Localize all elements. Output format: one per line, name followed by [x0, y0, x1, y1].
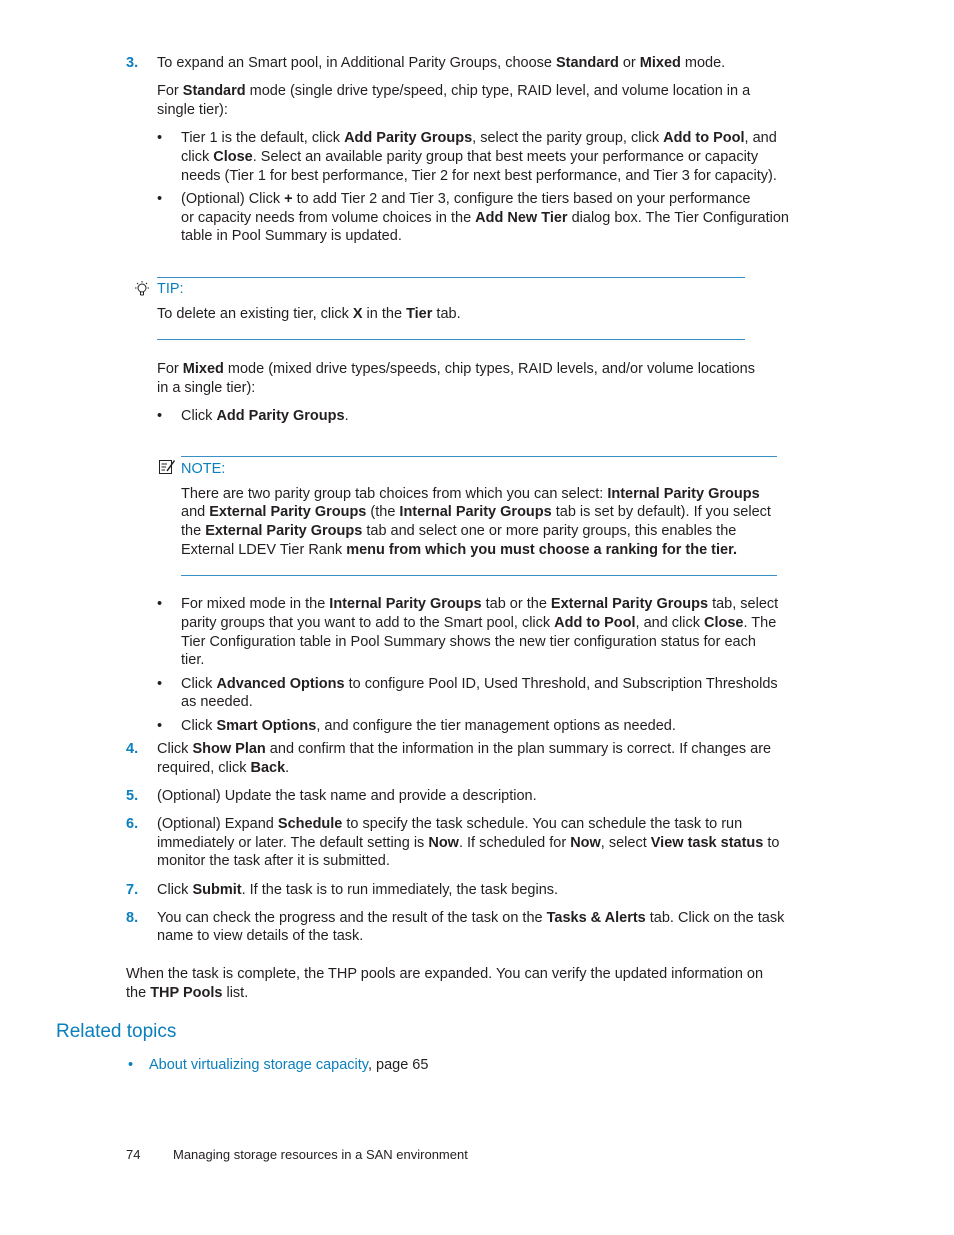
text-run: Click — [157, 882, 193, 898]
bold-term: Tasks & Alerts — [546, 910, 646, 926]
step-text — [157, 852, 807, 871]
related-topic-page: , page 65 — [367, 1057, 429, 1073]
text-run: dialog box. The Tier Configuration — [567, 210, 789, 226]
text-run: mode (mixed drive types/speeds, chip types, RAID levels, and/or volume locations — [223, 361, 755, 377]
step-text — [157, 815, 807, 834]
bold-term: External Parity Groups — [550, 596, 709, 612]
tip-bottom-rule — [157, 339, 745, 340]
text-run: (the — [366, 504, 400, 520]
bold-term: Schedule — [277, 816, 343, 832]
text-run: Tier Configuration table in Pool Summary shows the new tier configuration status for each — [181, 634, 756, 650]
text-run: in the — [362, 306, 407, 322]
tip-top-rule — [157, 277, 745, 278]
text-run: There are two parity group tab choices from which you can select: — [181, 486, 608, 502]
bold-term: Back — [250, 760, 286, 776]
text-run: mode (single drive type/speed, chip type, RAID level, and volume location in a — [245, 83, 751, 99]
text-run: to — [763, 835, 780, 851]
list-item-text — [181, 614, 806, 633]
text-run: To expand an Smart pool, in Additional Parity Groups, choose — [157, 55, 556, 71]
bold-term: Internal Parity Groups — [399, 504, 552, 520]
text-run: or — [618, 55, 640, 71]
step-number: 7. — [126, 882, 139, 898]
bold-term: Show Plan — [192, 741, 266, 757]
text-run: . — [285, 760, 290, 776]
bold-term: Add Parity Groups — [216, 408, 345, 424]
text-run: the — [126, 985, 151, 1001]
step-number: 3. — [126, 55, 139, 71]
paragraph: single tier): — [157, 102, 228, 118]
bold-term: Standard — [182, 83, 246, 99]
text-run: list. — [222, 985, 249, 1001]
bold-term: Mixed — [182, 361, 224, 377]
lightbulb-icon — [133, 280, 151, 298]
text-run: , and — [744, 130, 777, 146]
note-text — [181, 485, 781, 504]
closing-paragraph: When the task is complete, the THP pools are expanded. You can verify the updated information on — [126, 966, 764, 982]
bold-term: Advanced Options — [216, 676, 345, 692]
step-number: 8. — [126, 910, 139, 926]
paragraph: in a single tier): — [157, 380, 256, 396]
bold-term: Close — [213, 149, 253, 165]
list-item-text — [181, 148, 806, 167]
text-run: immediately or later. The default setting is — [157, 835, 429, 851]
list-item-text: needs (Tier 1 for best performance, Tier 2 for next best performance, and Tier 3 for capacity). — [181, 168, 777, 184]
note-text — [181, 541, 781, 560]
list-item-text — [181, 651, 806, 670]
text-run: tier. — [181, 652, 205, 668]
bullet-icon: • — [128, 1057, 134, 1073]
list-item-text — [181, 129, 806, 148]
list-item-text — [181, 693, 806, 712]
text-run: For mixed mode in the — [181, 596, 330, 612]
step-text — [157, 909, 807, 928]
note-icon — [158, 458, 176, 476]
bold-term: External Parity Groups — [205, 523, 363, 539]
text-run: and — [181, 504, 210, 520]
text-run: To delete an existing tier, click — [157, 306, 353, 322]
list-item-text — [181, 633, 806, 652]
related-topic-item — [149, 1056, 428, 1075]
text-run: Click — [181, 718, 217, 734]
note-top-rule — [181, 456, 777, 457]
list-item-text — [181, 595, 806, 614]
step-text — [157, 54, 807, 73]
text-run: For — [157, 361, 183, 377]
bold-term: Add New Tier — [475, 210, 568, 226]
text-run: (Optional) Click — [181, 191, 285, 207]
step-text — [157, 834, 807, 853]
text-run: click — [181, 149, 214, 165]
text-run: the — [181, 523, 206, 539]
list-item-text — [181, 209, 806, 228]
text-run: . Select an available parity group that best meets your performance or capacity — [252, 149, 759, 165]
bold-term: Tier — [406, 306, 433, 322]
bold-term: Add to Pool — [663, 130, 745, 146]
tip-label: TIP: — [157, 281, 184, 297]
text-run: mode. — [680, 55, 726, 71]
bold-term: Now — [570, 835, 601, 851]
list-item-text — [181, 407, 806, 426]
text-run: (Optional) Expand — [157, 816, 278, 832]
bold-term: Add Parity Groups — [344, 130, 473, 146]
paragraph — [157, 82, 807, 101]
bullet-icon: • — [157, 596, 163, 612]
text-run: and confirm that the information in the plan summary is correct. If changes are — [265, 741, 772, 757]
text-run: tab is set by default). If you select — [551, 504, 771, 520]
step-number: 6. — [126, 816, 139, 832]
text-run: , select — [600, 835, 651, 851]
bold-term: Internal Parity Groups — [329, 596, 482, 612]
text-run: Click — [157, 741, 193, 757]
text-run: to configure Pool ID, Used Threshold, and Subscription Thresholds — [344, 676, 778, 692]
bold-term: menu from which you must choose a ranking for the tier. — [342, 542, 737, 558]
bold-term: Add to Pool — [554, 615, 636, 631]
step-text — [157, 740, 807, 759]
text-run: . — [344, 408, 349, 424]
note-text — [181, 522, 781, 541]
note-text — [181, 503, 781, 522]
bold-term: Mixed — [639, 55, 681, 71]
text-run: . If the task is to run immediately, the task begins. — [241, 882, 559, 898]
bold-term: Standard — [555, 55, 619, 71]
bold-term: Internal Parity Groups — [607, 486, 760, 502]
bold-term: X — [352, 306, 363, 322]
step-text — [157, 881, 807, 900]
related-topic-link[interactable]: About virtualizing storage capacity — [149, 1057, 368, 1073]
text-run: , select the parity group, click — [472, 130, 664, 146]
text-run: . The — [743, 615, 777, 631]
page-number: 74 — [126, 1147, 141, 1162]
step-number: 5. — [126, 788, 139, 804]
text-run: tab. — [432, 306, 461, 322]
tip-text — [157, 305, 757, 324]
text-run: or capacity needs from volume choices in the — [181, 210, 476, 226]
step-text — [157, 759, 807, 778]
text-run: required, click — [157, 760, 251, 776]
bold-term: THP Pools — [150, 985, 223, 1001]
note-bottom-rule — [181, 575, 777, 576]
text-run: monitor the task after it is submitted. — [157, 853, 390, 869]
note-label: NOTE: — [181, 461, 226, 477]
text-run: (Optional) Update the task name and provide a description. — [157, 788, 537, 804]
text-run: tab and select one or more parity groups, this enables the — [362, 523, 737, 539]
text-run: . If scheduled for — [458, 835, 571, 851]
bullet-icon: • — [157, 191, 163, 207]
bullet-icon: • — [157, 718, 163, 734]
text-run: Click — [181, 408, 217, 424]
text-run: to specify the task schedule. You can schedule the task to run — [342, 816, 743, 832]
closing-paragraph — [126, 984, 816, 1003]
step-text — [157, 787, 807, 806]
text-run: , and click — [635, 615, 705, 631]
list-item-text — [181, 717, 806, 736]
text-run: Click — [181, 676, 217, 692]
text-run: Tier 1 is the default, click — [181, 130, 345, 146]
bold-term: Smart Options — [216, 718, 317, 734]
text-run: tab, select — [708, 596, 779, 612]
bold-term: Close — [704, 615, 744, 631]
bullet-icon: • — [157, 408, 163, 424]
text-run: parity groups that you want to add to the Smart pool, click — [181, 615, 555, 631]
list-item-text — [181, 675, 806, 694]
text-run: as needed. — [181, 694, 253, 710]
text-run: tab or the — [481, 596, 551, 612]
text-run: You can check the progress and the result of the task on the — [157, 910, 547, 926]
text-run: External LDEV Tier Rank — [181, 542, 343, 558]
bold-term: External Parity Groups — [209, 504, 367, 520]
list-item-text — [181, 190, 806, 209]
text-run: tab. Click on the task — [645, 910, 785, 926]
related-topics-heading: Related topics — [56, 1021, 177, 1042]
bold-term: View task status — [650, 835, 764, 851]
text-run: name to view details of the task. — [157, 928, 364, 944]
footer-title: Managing storage resources in a SAN environment — [173, 1147, 468, 1162]
text-run: For — [157, 83, 183, 99]
step-number: 4. — [126, 741, 139, 757]
paragraph — [157, 360, 807, 379]
step-text — [157, 927, 807, 946]
text-run: , and configure the tier management options as needed. — [316, 718, 676, 734]
bold-term: + — [284, 191, 293, 207]
text-run: to add Tier 2 and Tier 3, configure the tiers based on your performance — [292, 191, 751, 207]
bold-term: Now — [428, 835, 459, 851]
bold-term: Submit — [192, 882, 242, 898]
list-item-text: table in Pool Summary is updated. — [181, 228, 402, 244]
bullet-icon: • — [157, 676, 163, 692]
bullet-icon: • — [157, 130, 163, 146]
